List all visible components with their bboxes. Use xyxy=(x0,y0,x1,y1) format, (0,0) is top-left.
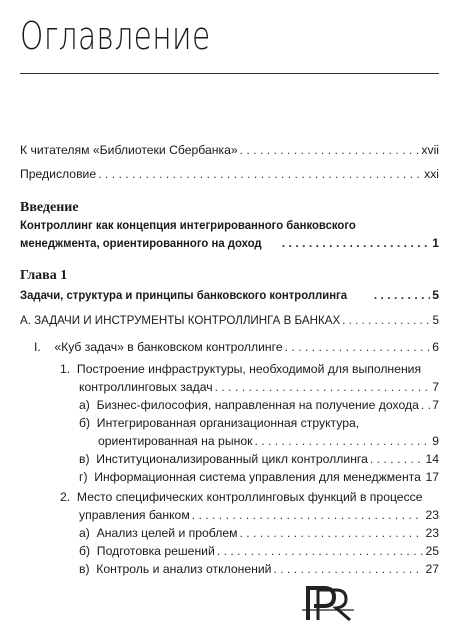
toc-entry-page: 27 xyxy=(425,562,439,576)
leader-dots xyxy=(98,167,422,181)
toc-entry-section-a[interactable] xyxy=(20,314,439,327)
toc-entry-1-line1: 1. Построение инфраструктуры, необходимой для выполнения xyxy=(60,362,422,376)
toc-entry-title: Задачи, структура и принципы банковского контроллинга xyxy=(20,288,348,302)
toc-entry-page: 6 xyxy=(432,340,439,354)
toc-entry-1b[interactable] xyxy=(98,434,439,448)
toc-entry-page: 1 xyxy=(432,236,439,250)
leader-dots xyxy=(285,340,431,354)
toc-entry-page: 7 xyxy=(432,380,439,394)
toc-entry-1a[interactable] xyxy=(79,398,439,412)
intro-heading: Введение xyxy=(20,200,79,215)
toc-entry-1c[interactable] xyxy=(79,452,439,466)
toc-entry-title: А. ЗАДАЧИ И ИНСТРУМЕНТЫ КОНТРОЛЛИНГА В БАНКАХ xyxy=(20,314,341,327)
toc-entry-2a[interactable] xyxy=(79,526,439,540)
toc-entry-page: 7 xyxy=(432,398,439,412)
toc-entry-page: 17 xyxy=(425,470,439,484)
toc-entry-2-line1: 2. Место специфических контроллинговых функций в процессе xyxy=(60,490,423,504)
toc-entry-title: ориентированная на рынок xyxy=(98,434,253,448)
page-title: Оглавление xyxy=(20,14,211,58)
toc-entry-title: I. «Куб задач» в банковском контроллинге xyxy=(34,340,283,354)
leader-dots xyxy=(254,434,430,448)
toc-entry-page: 14 xyxy=(425,452,439,466)
leader-dots xyxy=(215,380,431,394)
toc-entry-title: Предисловие xyxy=(20,167,97,181)
toc-entry-title: а) Анализ целей и проблем xyxy=(79,526,238,540)
leader-dots xyxy=(192,508,424,522)
toc-entry-page: 5 xyxy=(432,314,439,327)
title-rule xyxy=(20,73,439,74)
leader-dots xyxy=(217,544,424,558)
leader-dots xyxy=(240,526,424,540)
leader-dots xyxy=(240,143,420,157)
leader-dots xyxy=(421,398,430,412)
toc-entry-title: К читателям «Библиотеки Сбербанка» xyxy=(20,143,238,157)
toc-entry-page: 23 xyxy=(425,526,439,540)
toc-entry-1d[interactable] xyxy=(79,470,439,484)
toc-entry-chapter1[interactable] xyxy=(20,288,439,302)
toc-entry-page: 5 xyxy=(432,288,439,302)
toc-entry-title: в) Контроль и анализ отклонений xyxy=(79,562,272,576)
leader-dots xyxy=(423,470,424,484)
toc-entry-title: б) Подготовка решений xyxy=(79,544,215,558)
toc-entry-preface[interactable] xyxy=(20,167,439,181)
toc-entry-intro[interactable] xyxy=(20,236,439,250)
toc-entry-page: xxi xyxy=(424,167,439,181)
publisher-logo-icon xyxy=(298,580,356,624)
toc-entry-title: контроллинговых задач xyxy=(79,380,213,394)
toc-entry-1[interactable] xyxy=(79,380,439,394)
toc-entry-2c[interactable] xyxy=(79,562,439,576)
toc-entry-2[interactable] xyxy=(79,508,439,522)
leader-dots xyxy=(370,452,424,466)
intro-title-line1: Контроллинг как концепция интегрированного банковского xyxy=(20,218,356,232)
toc-entry-2b[interactable] xyxy=(79,544,439,558)
toc-entry-page: 25 xyxy=(425,544,439,558)
toc-entry-section-i[interactable] xyxy=(34,340,439,354)
toc-entry-title: а) Бизнес-философия, направленная на получение дохода xyxy=(79,398,419,412)
toc-entry-readers[interactable] xyxy=(20,143,439,157)
toc-entry-page: 9 xyxy=(432,434,439,448)
toc-entry-title: в) Институционализированный цикл контроллинга xyxy=(79,452,368,466)
toc-entry-title: управления банком xyxy=(79,508,190,522)
toc-entry-page: xvii xyxy=(421,143,439,157)
toc-entry-page: 23 xyxy=(425,508,439,522)
leader-dots xyxy=(374,288,431,302)
chapter1-heading: Глава 1 xyxy=(20,268,68,283)
toc-entry-title: г) Информационная система управления для менеджмента xyxy=(79,470,421,484)
leader-dots xyxy=(342,314,430,327)
leader-dots xyxy=(273,562,423,576)
toc-entry-title: менеджмента, ориентированного на доход xyxy=(20,236,262,250)
toc-entry-1b-line1: б) Интегрированная организационная структура, xyxy=(79,416,360,430)
leader-dots xyxy=(282,236,430,250)
